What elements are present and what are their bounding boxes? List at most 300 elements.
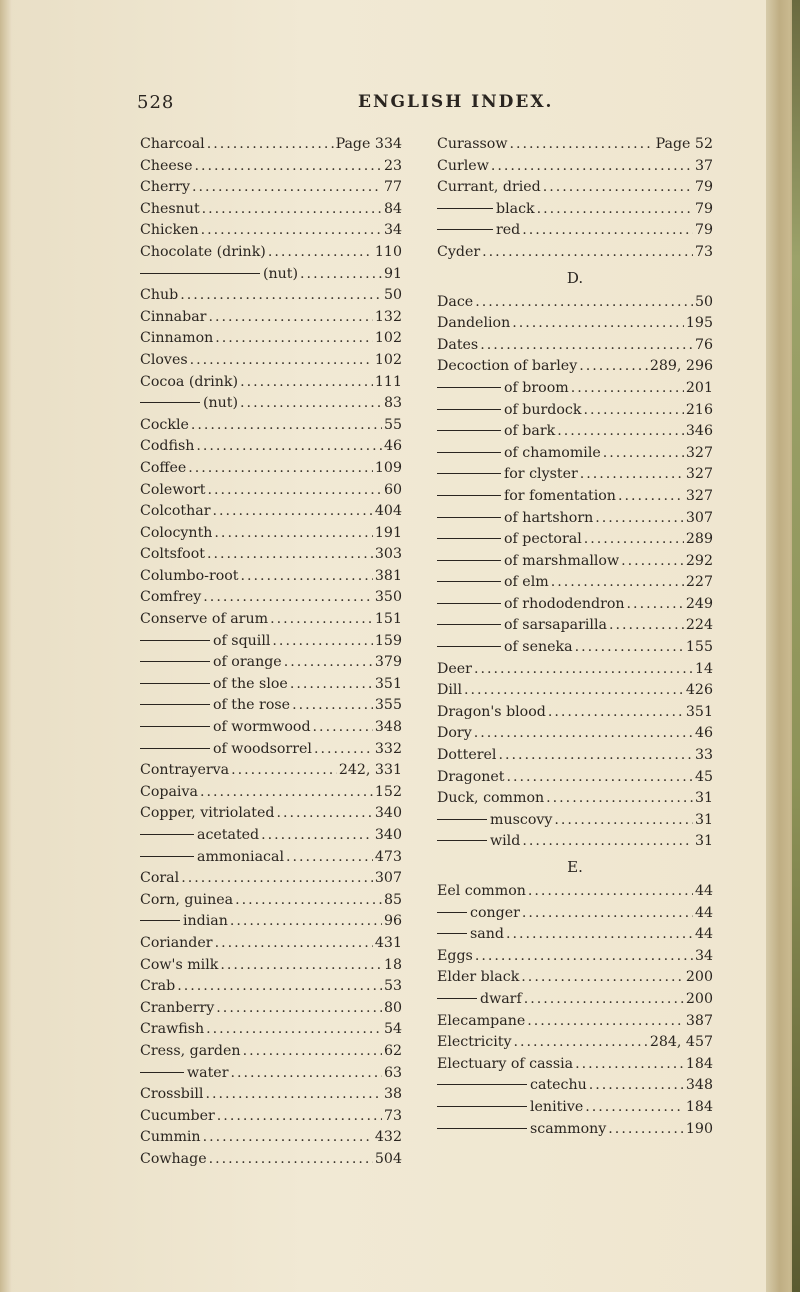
index-entry — [140, 328, 402, 350]
entry-term: Dragon's blood — [437, 703, 546, 720]
index-entry — [140, 890, 402, 912]
ditto-rule — [140, 661, 210, 662]
ditto-rule — [437, 409, 501, 410]
entry-page-ref: 307 — [374, 870, 402, 887]
entry-term: of rhododendron — [504, 595, 625, 612]
index-subentry — [437, 551, 713, 573]
entry-page-ref: 34 — [383, 222, 402, 239]
index-subentry — [437, 903, 713, 925]
entry-page-ref: 79 — [694, 222, 713, 239]
entry-page-ref: 110 — [374, 243, 402, 260]
leader-dots — [512, 313, 684, 335]
leader-dots — [528, 881, 693, 903]
index-subentry — [140, 739, 402, 761]
index-entry — [140, 1019, 402, 1041]
entry-page-ref: 350 — [374, 589, 402, 606]
entry-term: Colewort — [140, 481, 206, 498]
entry-term: of pectoral — [504, 531, 582, 548]
index-entry — [140, 933, 402, 955]
leader-dots — [277, 803, 373, 825]
leader-dots — [522, 903, 693, 925]
entry-term: Crawfish — [140, 1021, 205, 1038]
leader-dots — [524, 989, 684, 1011]
entry-term: conger — [470, 904, 520, 921]
ditto-rule — [437, 819, 487, 820]
entry-page-ref: Page 334 — [335, 136, 402, 152]
entry-term: of the rose — [213, 697, 291, 714]
leader-dots — [214, 523, 372, 545]
leader-dots — [595, 508, 684, 530]
leader-dots — [548, 702, 684, 724]
entry-term: of bark — [504, 423, 556, 440]
index-subentry — [140, 674, 402, 696]
leader-dots — [464, 680, 684, 702]
entry-term: Eel common — [437, 883, 526, 899]
index-subentry — [437, 199, 713, 221]
entry-term: Coffee — [140, 459, 187, 476]
index-subentry — [437, 831, 713, 853]
entry-term: Dace — [437, 293, 474, 310]
index-entry — [437, 1011, 713, 1033]
index-entry — [437, 335, 713, 357]
entry-term: Coral — [140, 870, 180, 887]
entry-page-ref: 190 — [685, 1120, 713, 1137]
entry-term: (nut) — [263, 265, 299, 282]
entry-page-ref: 332 — [374, 740, 402, 757]
entry-term: Corn, guinea — [140, 891, 234, 908]
index-entry — [437, 134, 713, 156]
page-header — [0, 92, 770, 116]
entry-term: Dory — [437, 725, 472, 742]
binding-edge — [792, 0, 800, 1292]
index-entry — [140, 501, 402, 523]
section-letter: D. — [566, 268, 584, 287]
index-entry — [140, 242, 402, 264]
entry-term: of broom — [504, 379, 569, 396]
leader-dots — [191, 415, 382, 437]
entry-term: of wormwood — [213, 719, 311, 736]
entry-page-ref: 348 — [374, 719, 402, 736]
entry-page-ref: 46 — [694, 725, 713, 742]
entry-page-ref: 216 — [685, 401, 713, 418]
leader-dots — [313, 717, 373, 739]
entry-term: wild — [490, 833, 521, 850]
index-subentry — [140, 695, 402, 717]
ditto-rule — [437, 646, 501, 647]
entry-page-ref: 195 — [685, 315, 713, 332]
leader-dots — [583, 400, 683, 422]
leader-dots — [314, 739, 373, 761]
ditto-rule — [437, 538, 501, 539]
index-entry — [140, 458, 402, 480]
index-subentry — [437, 1075, 713, 1097]
entry-page-ref: 159 — [374, 632, 402, 649]
index-subentry — [140, 631, 402, 653]
ditto-rule — [437, 603, 501, 604]
entry-page-ref: 504 — [374, 1150, 402, 1167]
ditto-rule — [437, 581, 501, 582]
leader-dots — [268, 242, 373, 264]
index-entry — [140, 955, 402, 977]
entry-term: of hartshorn — [504, 509, 594, 526]
leader-dots — [506, 767, 692, 789]
leader-dots — [608, 1119, 684, 1141]
entry-page-ref: 351 — [374, 675, 402, 692]
entry-page-ref: 432 — [374, 1129, 402, 1146]
index-entry — [140, 760, 402, 782]
index-entry — [140, 1106, 402, 1128]
entry-page-ref: 54 — [383, 1021, 402, 1038]
leader-dots — [240, 372, 373, 394]
entry-page-ref: 60 — [383, 481, 402, 498]
ditto-rule — [437, 208, 493, 209]
entry-page-ref: 473 — [374, 848, 402, 865]
leader-dots — [230, 1063, 381, 1085]
entry-term: Chub — [140, 287, 179, 304]
entry-page-ref: 50 — [694, 293, 713, 310]
entry-term: of woodsorrel — [213, 740, 312, 757]
entry-term: Cyder — [437, 243, 481, 260]
ditto-rule — [437, 912, 467, 913]
entry-term: lenitive — [530, 1098, 584, 1115]
index-entry — [140, 177, 402, 199]
entry-term: for fomentation — [504, 487, 616, 504]
entry-page-ref: 46 — [383, 438, 402, 455]
entry-term: Comfrey — [140, 589, 202, 606]
entry-page-ref: 45 — [694, 768, 713, 785]
ditto-rule — [437, 998, 477, 999]
entry-page-ref: 200 — [685, 990, 713, 1007]
leader-dots — [261, 825, 373, 847]
entry-term: ammoniacal — [197, 848, 284, 865]
ditto-rule — [140, 402, 200, 403]
index-subentry — [140, 847, 402, 869]
leader-dots — [554, 810, 693, 832]
entry-term: of marshmallow — [504, 552, 620, 569]
ditto-rule — [140, 834, 194, 835]
leader-dots — [180, 285, 382, 307]
leader-dots — [579, 356, 648, 378]
leader-dots — [215, 328, 373, 350]
index-subentry — [437, 572, 713, 594]
ditto-rule — [140, 683, 210, 684]
index-entry — [140, 307, 402, 329]
leader-dots — [618, 486, 684, 508]
entry-term: Electuary of cassia — [437, 1055, 574, 1072]
entry-page-ref: 109 — [374, 459, 402, 476]
entry-page-ref: 102 — [374, 351, 402, 368]
entry-page-ref: 351 — [685, 703, 713, 720]
index-entry — [437, 767, 713, 789]
entry-term: Cummin — [140, 1129, 201, 1146]
leader-dots — [209, 1149, 373, 1171]
entry-term: Dill — [437, 682, 462, 699]
ditto-rule — [437, 452, 501, 453]
leader-dots — [292, 695, 373, 717]
entry-term: Dates — [437, 336, 479, 353]
leader-dots — [202, 199, 382, 221]
index-entry — [437, 156, 713, 178]
entry-term: black — [496, 200, 535, 217]
ditto-rule — [437, 624, 501, 625]
index-entry — [140, 285, 402, 307]
index-subentry — [437, 1097, 713, 1119]
leader-dots — [243, 1041, 382, 1063]
ditto-rule — [437, 387, 501, 388]
entry-term: dwarf — [480, 990, 522, 1007]
entry-term: Cranberry — [140, 999, 215, 1016]
leader-dots — [522, 831, 693, 853]
entry-term: Dandelion — [437, 315, 511, 332]
leader-dots — [475, 292, 693, 314]
entry-term: Cloves — [140, 351, 188, 368]
index-entry — [140, 350, 402, 372]
entry-term: Cocoa (drink) — [140, 373, 239, 390]
entry-term: Chicken — [140, 222, 199, 239]
index-entry — [437, 967, 713, 989]
ditto-rule — [140, 856, 194, 857]
entry-page-ref: 155 — [685, 639, 713, 656]
leader-dots — [215, 933, 373, 955]
leader-dots — [194, 156, 381, 178]
leader-dots — [207, 544, 373, 566]
index-subentry — [437, 637, 713, 659]
entry-term: Elecampane — [437, 1012, 526, 1029]
leader-dots — [188, 458, 373, 480]
entry-page-ref: 85 — [383, 891, 402, 908]
entry-term: Curassow — [437, 136, 508, 152]
entry-page-ref: 80 — [383, 999, 402, 1016]
entry-page-ref: 184 — [685, 1098, 713, 1115]
index-entry — [140, 436, 402, 458]
index-subentry — [437, 220, 713, 242]
entry-term: of the sloe — [213, 675, 288, 692]
index-entry — [140, 1149, 402, 1171]
leader-dots — [575, 1054, 684, 1076]
section-letter: E. — [567, 858, 583, 876]
entry-term: catechu — [530, 1077, 587, 1094]
entry-term: Dragonet — [437, 768, 505, 785]
leader-dots — [482, 242, 693, 264]
leader-dots — [603, 443, 684, 465]
entry-term: Contrayerva — [140, 762, 230, 779]
index-subentry — [140, 717, 402, 739]
ditto-rule — [437, 229, 493, 230]
index-entry — [140, 782, 402, 804]
entry-page-ref: 381 — [374, 567, 402, 584]
entry-page-ref: 132 — [374, 308, 402, 325]
index-subentry — [140, 652, 402, 674]
entry-page-ref: 44 — [694, 904, 713, 921]
entry-term: Deer — [437, 660, 472, 677]
index-subentry — [437, 464, 713, 486]
leader-dots — [181, 868, 373, 890]
entry-page-ref: 38 — [383, 1086, 402, 1103]
entry-term: Columbo-root — [140, 567, 239, 584]
entry-page-ref: 31 — [694, 790, 713, 807]
leader-dots — [203, 1127, 373, 1149]
index-subentry — [140, 264, 402, 286]
leader-dots — [474, 659, 693, 681]
entry-page-ref: 151 — [374, 611, 402, 628]
entry-term: of sarsaparilla — [504, 617, 607, 634]
leader-dots — [231, 760, 337, 782]
entry-page-ref: 191 — [374, 524, 402, 541]
entry-page-ref: 83 — [383, 395, 402, 412]
index-entry — [437, 356, 713, 378]
entry-term: Conserve of arum — [140, 611, 269, 628]
leader-dots — [584, 529, 684, 551]
ditto-rule — [140, 748, 210, 749]
ditto-rule — [437, 560, 501, 561]
entry-term: of burdock — [504, 401, 582, 418]
entry-term: acetated — [197, 827, 260, 843]
ditto-rule — [140, 640, 210, 641]
index-entry — [140, 998, 402, 1020]
entry-page-ref: 292 — [685, 552, 713, 569]
entry-term: Cheese — [140, 157, 193, 174]
entry-page-ref: 44 — [694, 926, 713, 943]
leader-dots — [213, 501, 373, 523]
entry-page-ref: 303 — [374, 546, 402, 563]
index-entry — [140, 1084, 402, 1106]
entry-page-ref: 96 — [383, 913, 402, 930]
index-subentry — [437, 529, 713, 551]
leader-dots — [241, 566, 373, 588]
leader-dots — [286, 847, 373, 869]
index-subentry — [140, 1063, 402, 1085]
ditto-rule — [437, 840, 487, 841]
index-entry — [140, 372, 402, 394]
entry-page-ref: 79 — [694, 179, 713, 196]
entry-term: (nut) — [203, 395, 239, 412]
ditto-rule — [437, 473, 501, 474]
entry-page-ref: 91 — [383, 265, 402, 282]
index-entry — [140, 1041, 402, 1063]
entry-page-ref: 111 — [374, 373, 402, 390]
entry-term: sand — [470, 926, 504, 943]
leader-dots — [537, 199, 693, 221]
entry-page-ref: 379 — [374, 654, 402, 671]
index-subentry — [437, 924, 713, 946]
entry-term: Crossbill — [140, 1086, 204, 1103]
ditto-rule — [140, 726, 210, 727]
index-subentry — [437, 421, 713, 443]
ditto-rule — [437, 1084, 527, 1085]
leader-dots — [621, 551, 684, 573]
leader-dots — [580, 464, 684, 486]
index-entry — [140, 544, 402, 566]
index-entry — [140, 199, 402, 221]
entry-page-ref: 307 — [685, 509, 713, 526]
entry-page-ref: 76 — [694, 336, 713, 353]
leader-dots — [557, 421, 684, 443]
leader-dots — [203, 587, 373, 609]
index-subentry — [437, 989, 713, 1011]
entry-term: Charcoal — [140, 136, 205, 152]
index-entry — [140, 1127, 402, 1149]
entry-page-ref: 327 — [685, 444, 713, 461]
entry-page-ref: 340 — [374, 805, 402, 822]
entry-term: scammony — [530, 1120, 607, 1137]
leader-dots — [217, 1106, 382, 1128]
leader-dots — [200, 782, 373, 804]
entry-page-ref: 62 — [383, 1042, 402, 1059]
index-entry — [437, 881, 713, 903]
entry-page-ref: 200 — [685, 969, 713, 986]
entry-term: Copaiva — [140, 783, 198, 800]
ditto-rule — [140, 273, 260, 274]
index-entry — [437, 1054, 713, 1076]
leader-dots — [475, 946, 693, 968]
leader-dots — [509, 134, 653, 156]
index-entry — [140, 480, 402, 502]
entry-page-ref: 224 — [685, 617, 713, 634]
leader-dots — [480, 335, 693, 357]
leader-dots — [585, 1097, 684, 1119]
entry-term: Cucumber — [140, 1107, 215, 1124]
entry-page-ref: 73 — [383, 1107, 402, 1124]
leader-dots — [190, 350, 373, 372]
entry-term: Currant, dried — [437, 179, 541, 196]
leader-dots — [208, 480, 382, 502]
leader-dots — [207, 134, 334, 156]
leader-dots — [546, 788, 693, 810]
leader-dots — [196, 436, 382, 458]
entry-term: Cress, garden — [140, 1042, 241, 1059]
index-entry — [140, 415, 402, 437]
entry-page-ref: 404 — [374, 503, 402, 520]
entry-page-ref: 340 — [374, 827, 402, 843]
entry-term: Colcothar — [140, 503, 211, 520]
entry-page-ref: 327 — [685, 487, 713, 504]
leader-dots — [506, 924, 693, 946]
index-column-right — [437, 134, 713, 1140]
index-subentry — [437, 1119, 713, 1141]
index-entry — [140, 566, 402, 588]
entry-page-ref: 33 — [694, 747, 713, 764]
entry-term: Chocolate (drink) — [140, 243, 266, 260]
leader-dots — [527, 1011, 684, 1033]
index-subentry — [437, 378, 713, 400]
entry-page-ref: 102 — [374, 330, 402, 347]
entry-page-ref: 249 — [685, 595, 713, 612]
leader-dots — [300, 264, 382, 286]
index-entry — [140, 220, 402, 242]
entry-term: Colocynth — [140, 524, 213, 541]
entry-term: Cowhage — [140, 1150, 207, 1167]
entry-page-ref: 77 — [383, 179, 402, 196]
entry-page-ref: 55 — [383, 416, 402, 433]
entry-term: Cinnamon — [140, 330, 214, 347]
entry-page-ref: 227 — [685, 574, 713, 591]
entry-term: muscovy — [490, 811, 553, 828]
entry-term: of squill — [213, 632, 271, 649]
entry-page-ref: 18 — [383, 956, 402, 973]
entry-term: of chamomile — [504, 444, 601, 461]
entry-page-ref: 50 — [383, 287, 402, 304]
index-entry — [437, 745, 713, 767]
index-subentry — [437, 810, 713, 832]
leader-dots — [543, 177, 693, 199]
ditto-rule — [437, 430, 501, 431]
entry-term: red — [496, 222, 521, 239]
index-subentry — [437, 615, 713, 637]
index-entry — [437, 788, 713, 810]
entry-term: indian — [183, 913, 228, 930]
entry-term: Crab — [140, 978, 176, 995]
index-subentry — [437, 594, 713, 616]
